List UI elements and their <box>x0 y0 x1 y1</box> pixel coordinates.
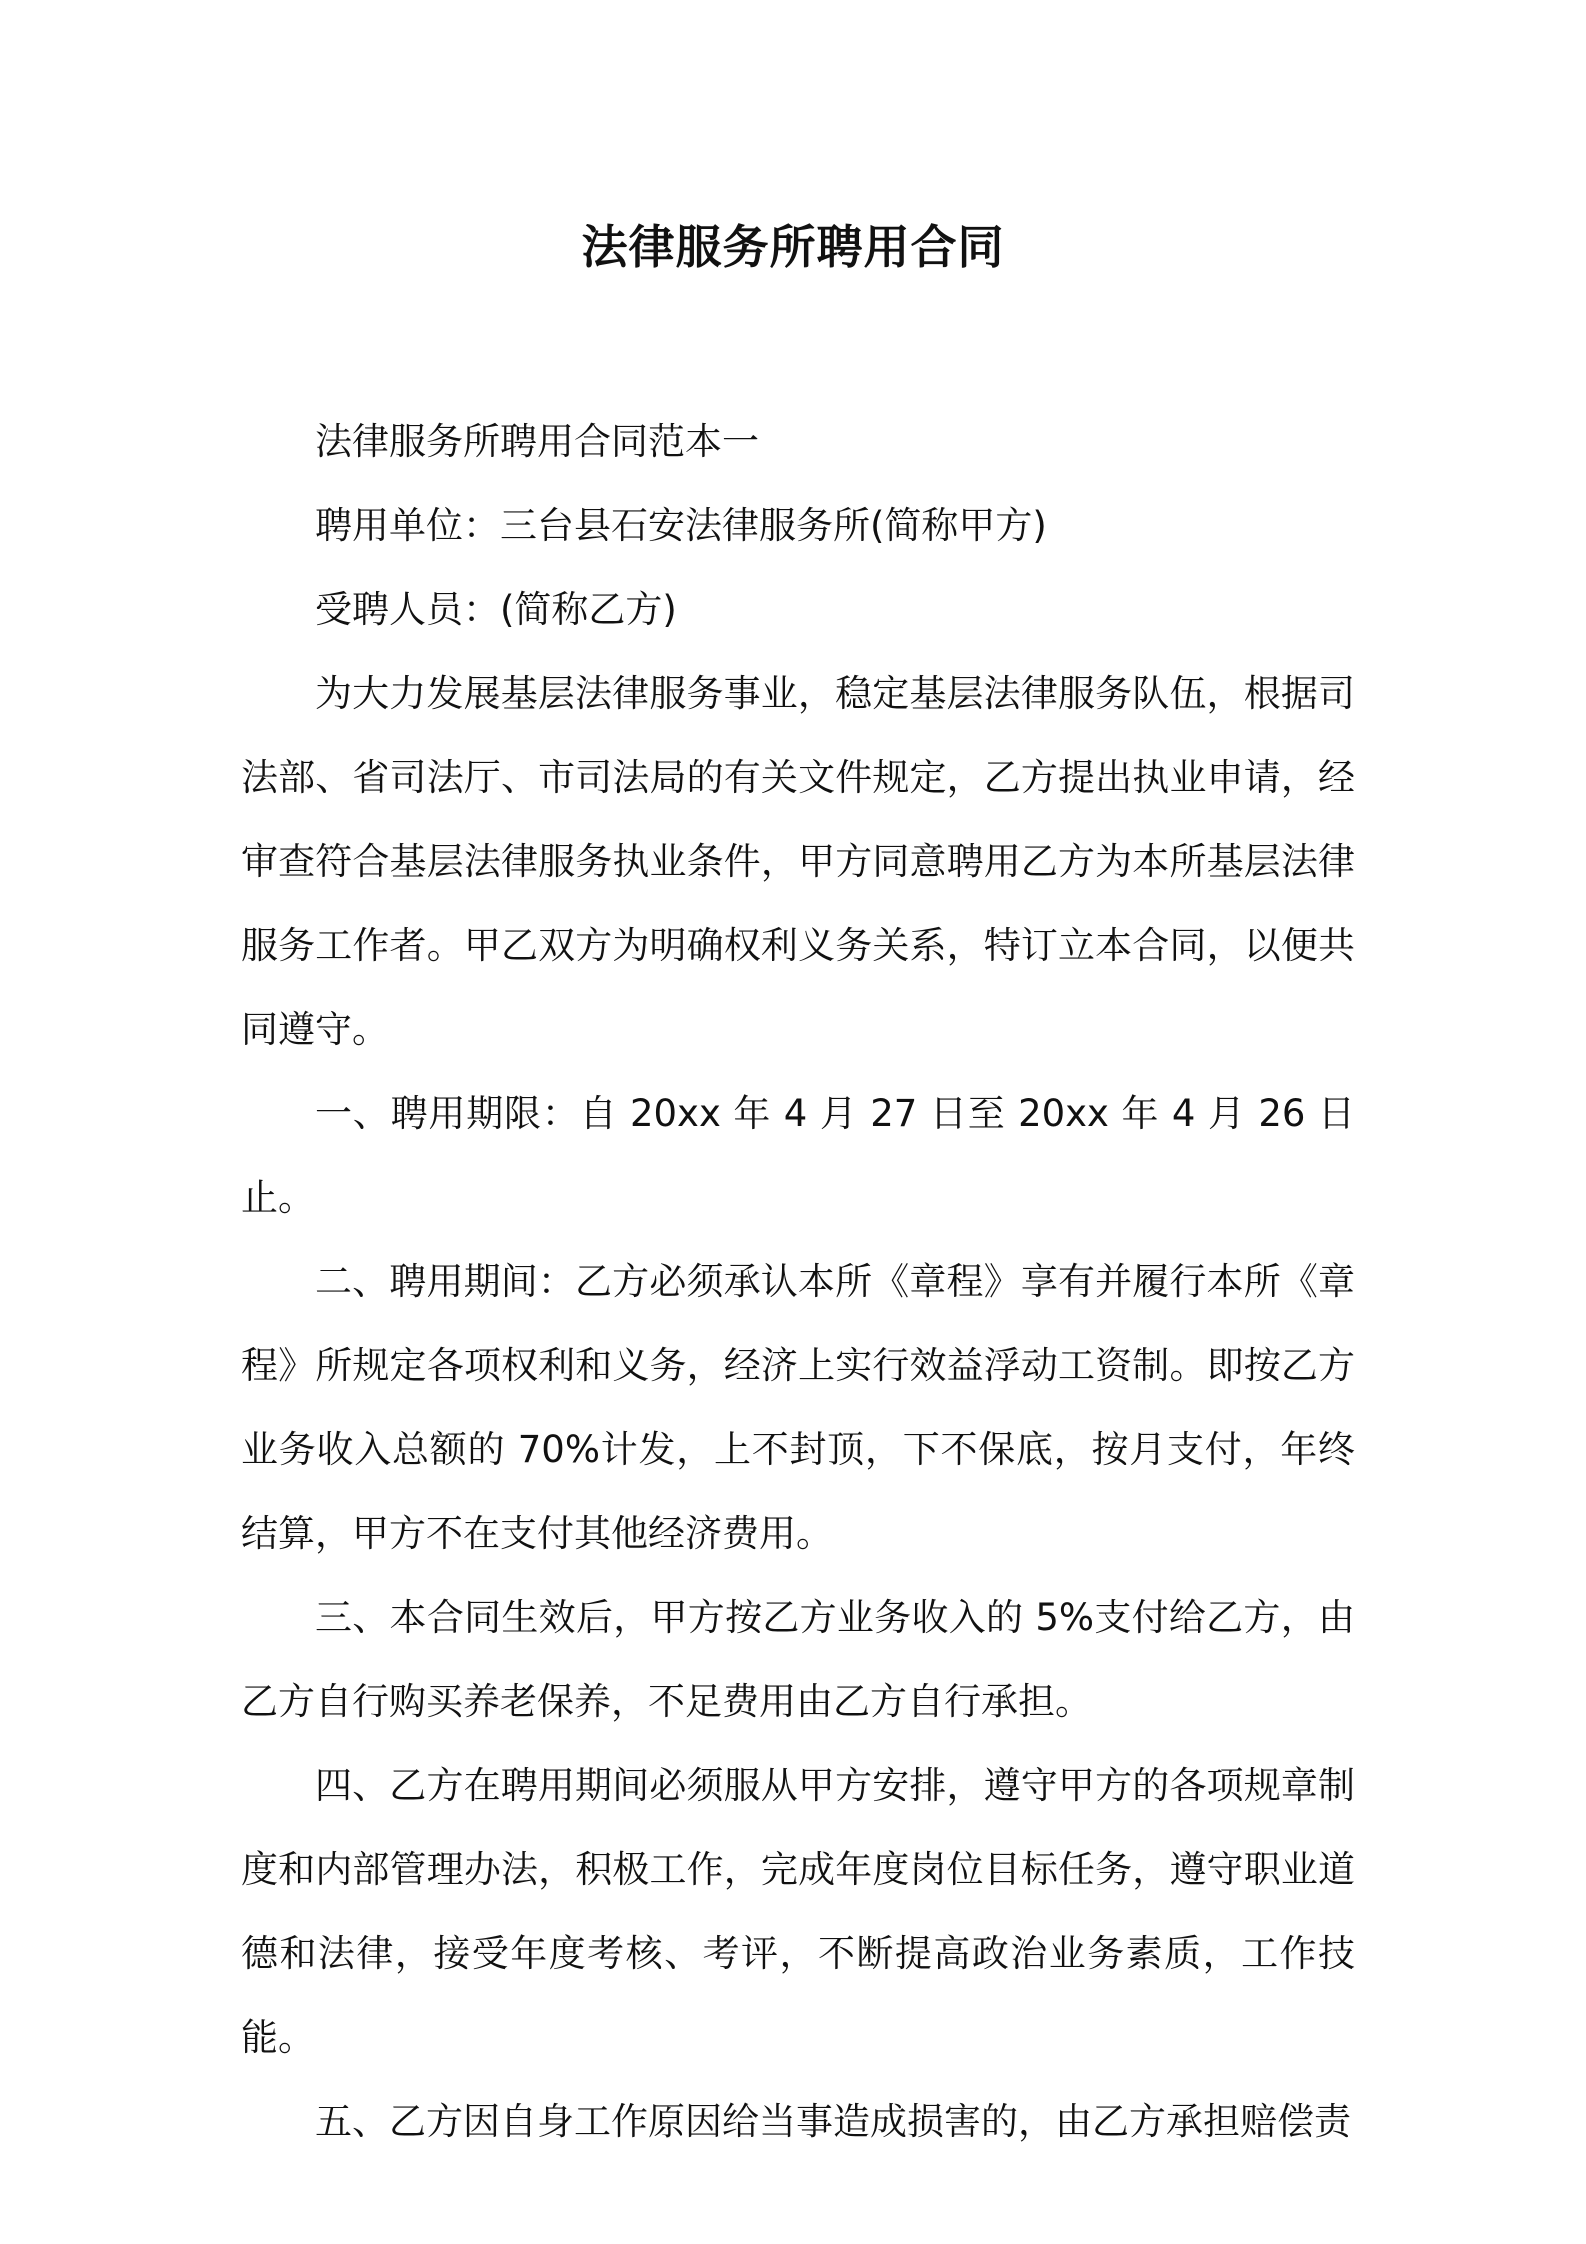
paragraph-clause-2: 二、聘用期间：乙方必须承认本所《章程》享有并履行本所《章程》所规定各项权利和义务，经济上实行效益浮动工资制。即按乙方业务收入总额的 70%计发，上不封顶，下不保底，按月支付，年终结算，甲方不在支付其他经济费用。 <box>241 1260 1355 1555</box>
paragraph-employer: 聘用单位：三台县石安法律服务所(简称甲方) <box>315 504 1047 547</box>
paragraph-subtitle: 法律服务所聘用合同范本一 <box>315 420 759 463</box>
paragraph-clause-1: 一、聘用期限：自 20xx 年 4 月 27 日至 20xx 年 4 月 26 日止。 <box>241 1092 1355 1219</box>
paragraph-employee: 受聘人员：(简称乙方) <box>315 588 677 631</box>
paragraph-clause-4: 四、乙方在聘用期间必须服从甲方安排，遵守甲方的各项规章制度和内部管理办法，积极工作，完成年度岗位目标任务，遵守职业道德和法律，接受年度考核、考评，不断提高政治业务素质，工作技能。 <box>241 1764 1355 2059</box>
paragraph-preamble: 为大力发展基层法律服务事业，稳定基层法律服务队伍，根据司法部、省司法厅、市司法局的有关文件规定，乙方提出执业申请，经审查符合基层法律服务执业条件，甲方同意聘用乙方为本所基层法律服务工作者。甲乙双方为明确权利义务关系，特订立本合同，以便共同遵守。 <box>241 672 1355 1051</box>
document-body <box>241 400 1355 2164</box>
paragraph-clause-3: 三、本合同生效后，甲方按乙方业务收入的 5%支付给乙方，由乙方自行购买养老保养，不足费用由乙方自行承担。 <box>241 1596 1355 1723</box>
document-title: 法律服务所聘用合同 <box>581 220 1005 274</box>
paragraph-clause-5: 五、乙方因自身工作原因给当事造成损害的，由乙方承担赔偿责 <box>315 2100 1351 2143</box>
